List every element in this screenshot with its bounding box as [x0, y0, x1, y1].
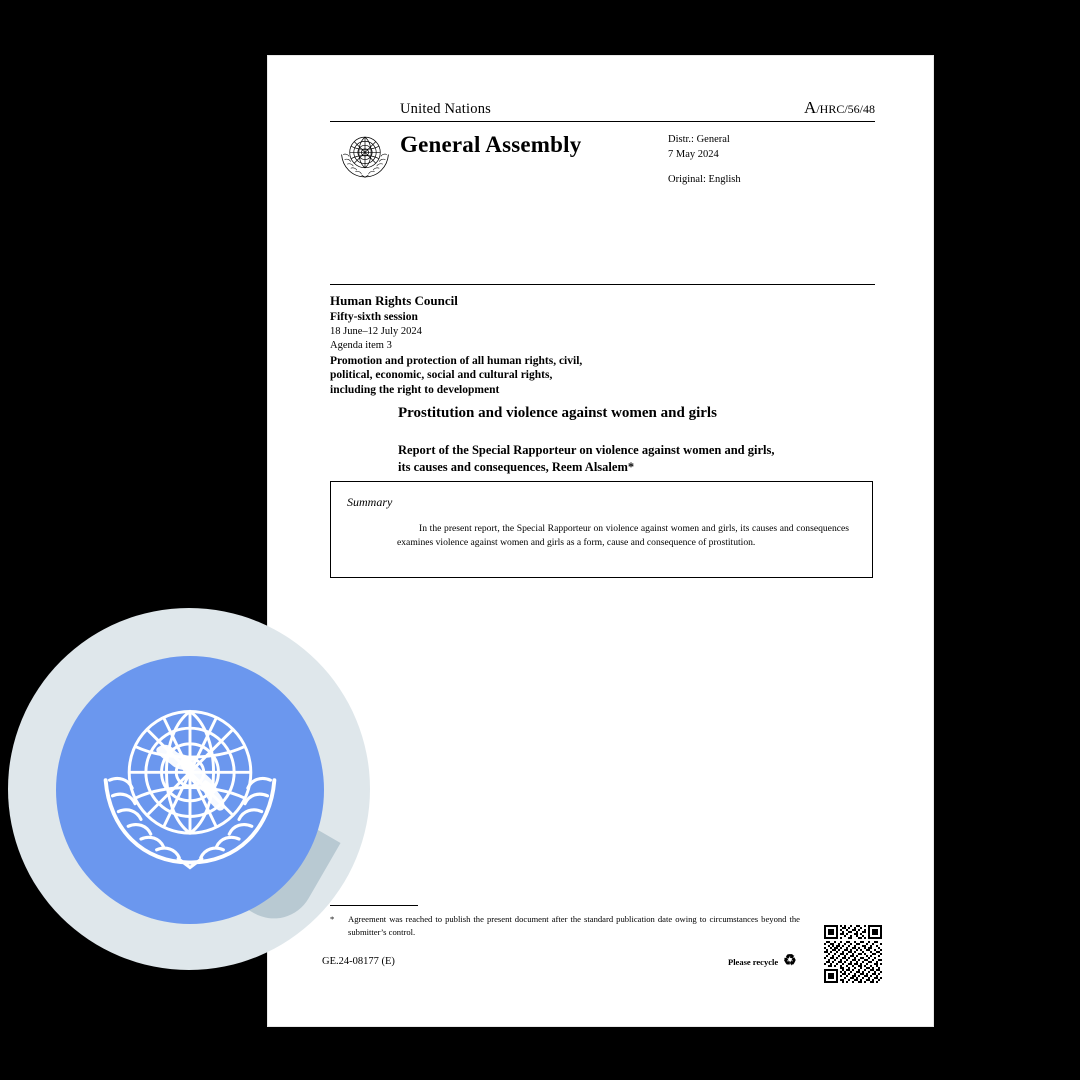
- summary-text: In the present report, the Special Rapporteur on violence against women and girls, its causes and consequences examines violence against women and girls as a form, cause and consequence of prostitution.: [397, 523, 849, 548]
- report-subtitle-line-1: Report of the Special Rapporteur on violence against women and girls,: [398, 443, 775, 457]
- agenda-title-line-2: political, economic, social and cultural rights,: [330, 369, 553, 381]
- summary-box: [330, 481, 873, 578]
- report-title: Prostitution and violence against women and girls: [398, 405, 717, 421]
- job-number: GE.24-08177 (E): [322, 956, 395, 967]
- document-symbol: [804, 98, 875, 118]
- agenda-title-line-1: Promotion and protection of all human rights, civil,: [330, 354, 583, 367]
- recycle-notice: [728, 954, 797, 969]
- session-number: Fifty-sixth session: [330, 311, 418, 323]
- document-body-title: General Assembly: [400, 132, 582, 157]
- original-language: Original: English: [668, 174, 741, 185]
- un-logo-badge: [8, 608, 370, 970]
- un-emblem-icon: [334, 128, 396, 184]
- document-symbol-suffix: /HRC/56/48: [816, 102, 875, 116]
- report-subtitle: [398, 442, 828, 476]
- distribution-date: 7 May 2024: [668, 149, 719, 160]
- masthead-top-row: [330, 98, 875, 122]
- footnote-text: Agreement was reached to publish the present document after the standard publication date owing to circumstances beyond the submitter’s control.: [348, 914, 800, 937]
- report-subtitle-line-2: its causes and consequences, Reem Alsalem*: [398, 460, 635, 474]
- distribution-block: [668, 132, 741, 187]
- recycle-icon: ♻: [783, 953, 797, 969]
- session-dates: 18 June–12 July 2024: [330, 325, 422, 337]
- summary-label: Summary: [347, 495, 393, 509]
- distribution-type: Distr.: General: [668, 134, 730, 145]
- footnote: [330, 913, 800, 938]
- footnote-marker: *: [330, 914, 335, 924]
- masthead-divider: [330, 284, 875, 285]
- masthead-body: [330, 122, 875, 214]
- session-block: [330, 292, 750, 397]
- agenda-title-line-3: including the right to development: [330, 383, 500, 396]
- agenda-item: Agenda item 3: [330, 340, 392, 351]
- un-emblem-icon: [82, 686, 298, 892]
- document-symbol-prefix: A: [804, 98, 817, 117]
- council-name: Human Rights Council: [330, 293, 458, 308]
- qr-code: [824, 925, 882, 983]
- document-masthead: [330, 98, 875, 214]
- recycle-label: Please recycle: [728, 956, 779, 967]
- organization-name: United Nations: [400, 101, 491, 117]
